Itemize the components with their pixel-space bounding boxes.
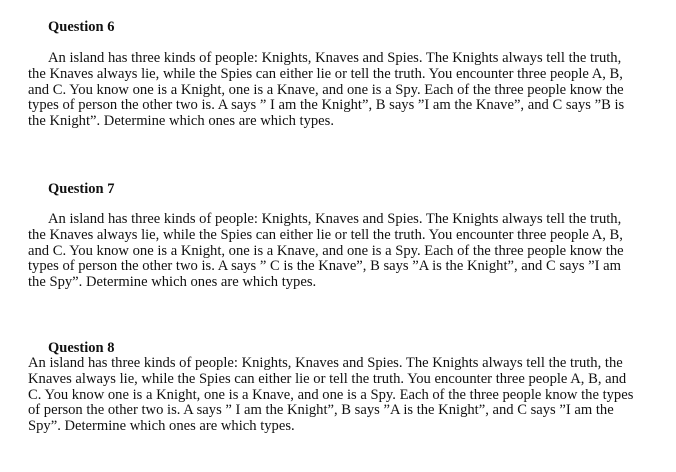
question-7-heading: Question 7 [48, 181, 115, 197]
question-6-line-5: the Knight”. Determine which ones are which types. [28, 113, 334, 130]
question-6-line-3: and C. You know one is a Knight, one is a Knave, and one is a Spy. Each of the three people know the [28, 81, 624, 98]
question-7-line-4: types of person the other two is. A says ” C is the Knave”, B says ”A is the Knight”, and C says ”I am [28, 258, 621, 275]
question-8-line-3: C. You know one is a Knight, one is a Knave, and one is a Spy. Each of the three people know the types [28, 386, 634, 403]
question-6-line-2: the Knaves always lie, while the Spies can either lie or tell the truth. You encounter three people A, B, [28, 65, 623, 82]
question-7-line-2: the Knaves always lie, while the Spies can either lie or tell the truth. You encounter three people A, B, [28, 226, 623, 243]
question-7-line-1: An island has three kinds of people: Knights, Knaves and Spies. The Knights always tell the truth, [48, 211, 622, 227]
question-7-body [28, 212, 624, 291]
question-8-line-5: Spy”. Determine which ones are which types. [28, 418, 295, 435]
question-8-heading: Question 8 [48, 340, 115, 356]
question-6-line-4: types of person the other two is. A says ” I am the Knight”, B says ”I am the Knave”, and C says ”B is [28, 97, 625, 114]
question-6-line-1: An island has three kinds of people: Knights, Knaves and Spies. The Knights always tell the truth, [48, 50, 622, 66]
question-8-line-4: of person the other two is. A says ” I am the Knight”, B says ”A is the Knight”, and C says ”I am the [28, 402, 614, 419]
question-8-line-2: Knaves always lie, while the Spies can either lie or tell the truth. You encounter three people A, B, and [28, 370, 627, 387]
question-8-body [28, 356, 633, 435]
question-6-heading: Question 6 [48, 19, 115, 35]
question-8-line-1: An island has three kinds of people: Knights, Knaves and Spies. The Knights always tell the truth, the [28, 355, 623, 371]
question-6-body [28, 51, 624, 130]
question-7-line-5: the Spy”. Determine which ones are which types. [28, 274, 317, 291]
question-7-line-3: and C. You know one is a Knight, one is a Knave, and one is a Spy. Each of the three people know the [28, 242, 624, 259]
